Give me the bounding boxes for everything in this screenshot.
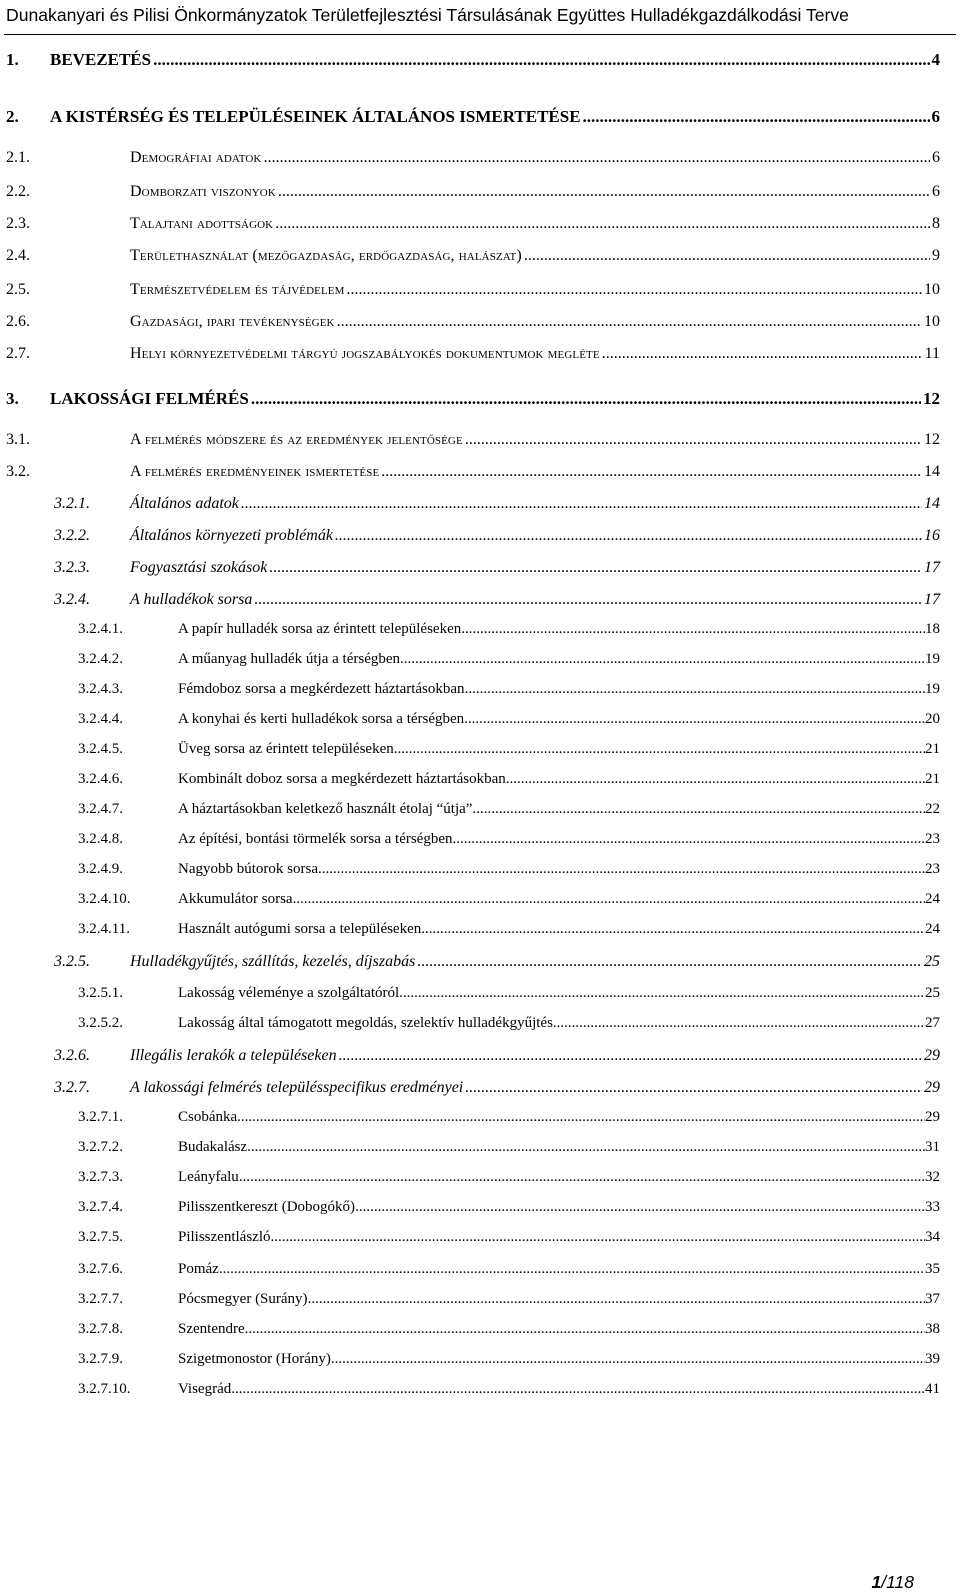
toc-entry[interactable] — [54, 1048, 940, 1064]
toc-entry-number: 2.6. — [6, 313, 30, 330]
toc-entry-number: 3.2.5.2. — [78, 1015, 123, 1031]
toc-leader-dots — [472, 802, 925, 817]
toc-entry-page[interactable]: 4 — [931, 50, 940, 69]
toc-leader-dots — [231, 1382, 925, 1397]
toc-entry-title[interactable]: Pomáz — [178, 1261, 219, 1277]
toc-leader-dots — [318, 862, 925, 877]
toc-leader-dots — [254, 592, 922, 608]
toc-entry[interactable] — [54, 1080, 940, 1096]
toc-entry-number: 2.7. — [6, 345, 30, 362]
toc-leader-dots — [241, 496, 922, 512]
toc-leader-dots — [583, 108, 930, 125]
toc-entry-title[interactable]: LAKOSSÁGI FELMÉRÉS — [50, 389, 249, 408]
toc-leader-dots — [237, 1110, 925, 1125]
toc-entry-number: 3.2.7.9. — [78, 1351, 123, 1367]
toc-entry-number: 3.2.7.4. — [78, 1199, 123, 1215]
toc-leader-dots — [346, 282, 922, 298]
toc-entry-page[interactable]: 35 — [925, 1261, 940, 1277]
toc-entry-number: 3. — [6, 389, 19, 408]
toc-entry-number: 3.2. — [6, 463, 30, 480]
document-title: Dunakanyari és Pilisi Önkormányzatok Területfejlesztési Társulásának Együttes Hulladékgazdálkodási Terve — [6, 5, 849, 25]
toc-entry-number: 1. — [6, 50, 19, 69]
toc-entry-page[interactable]: 17 — [924, 591, 940, 608]
toc-entry-number: 3.2.4.11. — [78, 921, 130, 937]
toc-entry-page[interactable]: 39 — [925, 1351, 940, 1367]
toc-leader-dots — [278, 184, 930, 200]
toc-entry[interactable] — [78, 832, 940, 847]
toc-entry-title[interactable]: Használt autógumi sorsa a településeken — [178, 921, 422, 937]
toc-entry[interactable] — [78, 892, 940, 907]
toc-entry-title[interactable]: A műanyag hulladék útja a térségben — [178, 651, 401, 667]
toc-entry-number: 3.2.7.7. — [78, 1291, 123, 1307]
toc-entry-title[interactable]: Szigetmonostor (Horány) — [178, 1351, 331, 1367]
toc-entry-number: 3.2.7.10. — [78, 1381, 131, 1397]
toc-entry-page[interactable]: 18 — [925, 621, 940, 637]
toc-entry-number: 3.2.5. — [54, 953, 90, 970]
toc-entry-page[interactable]: 31 — [925, 1139, 940, 1155]
toc-leader-dots — [153, 51, 929, 68]
toc-entry-page[interactable]: 6 — [932, 183, 940, 200]
toc-entry-number: 3.1. — [6, 431, 30, 448]
toc-entry-number: 3.2.3. — [54, 559, 90, 576]
toc-entry[interactable] — [78, 1016, 940, 1031]
toc-leader-dots — [263, 150, 930, 166]
toc-entry-title[interactable]: Általános adatok — [130, 495, 239, 512]
toc-entry[interactable] — [78, 622, 940, 637]
toc-entry-page[interactable]: 24 — [925, 891, 940, 907]
toc-entry-page[interactable]: 14 — [924, 463, 940, 480]
toc-entry[interactable] — [78, 1170, 940, 1185]
toc-entry[interactable] — [6, 432, 940, 448]
toc-entry-title[interactable]: BEVEZETÉS — [50, 50, 152, 69]
toc-entry-page[interactable]: 6 — [932, 149, 940, 166]
toc-leader-dots — [602, 346, 923, 362]
toc-entry-page[interactable]: 23 — [925, 831, 940, 847]
toc-entry[interactable] — [6, 150, 940, 166]
toc-entry[interactable] — [78, 772, 940, 787]
toc-entry-page[interactable]: 11 — [924, 345, 940, 362]
toc-entry[interactable] — [6, 346, 940, 362]
toc-entry[interactable] — [6, 464, 940, 480]
toc-entry-page[interactable]: 10 — [924, 281, 940, 298]
toc-entry[interactable] — [54, 560, 940, 576]
toc-entry-number: 3.2.4.2. — [78, 651, 123, 667]
toc-entry[interactable] — [54, 528, 940, 544]
toc-entry-title[interactable]: Területhasználat (mezőgazdaság, erdőgazdaság, halászat) — [130, 247, 522, 264]
toc-entry-title[interactable]: A felmérés eredményeinek ismertetése — [130, 463, 380, 480]
toc-entry-page[interactable]: 37 — [925, 1291, 940, 1307]
toc-entry-number: 3.2.7.1. — [78, 1109, 123, 1125]
toc-leader-dots — [275, 216, 930, 232]
toc-entry-title[interactable]: Szentendre — [178, 1321, 245, 1337]
toc-entry-title[interactable]: A lakossági felmérés településspecifikus eredményei — [130, 1079, 464, 1096]
toc-leader-dots — [465, 1080, 922, 1096]
toc-leader-dots — [247, 1140, 925, 1155]
toc-entry-title[interactable]: Üveg sorsa az érintett településeken — [178, 741, 394, 757]
toc-entry-title[interactable]: Fémdoboz sorsa a megkérdezett háztartásokban — [178, 681, 465, 697]
toc-entry-title[interactable]: A KISTÉRSÉG ÉS TELEPÜLÉSEINEK ÁLTALÁNOS ISMERTETÉSE — [50, 107, 581, 126]
toc-leader-dots — [308, 1292, 925, 1307]
toc-entry-number: 2.5. — [6, 281, 30, 298]
toc-entry[interactable] — [78, 1322, 940, 1337]
toc-entry-title[interactable]: Budakalász — [178, 1139, 248, 1155]
toc-entry-number: 3.2.4.6. — [78, 771, 123, 787]
toc-entry[interactable] — [78, 1262, 940, 1277]
total-pages: 118 — [886, 1572, 914, 1592]
toc-entry-page[interactable]: 16 — [924, 527, 940, 544]
toc-entry-number: 2.3. — [6, 215, 30, 232]
toc-entry-page[interactable]: 8 — [932, 215, 940, 232]
toc-entry[interactable] — [78, 1382, 940, 1397]
toc-entry-title[interactable]: Helyi környezetvédelmi tárgyú jogszabályokés dokumentumok megléte — [130, 345, 600, 362]
toc-leader-dots — [293, 892, 925, 907]
toc-entry-page[interactable]: 23 — [925, 861, 940, 877]
toc-entry-page[interactable]: 25 — [925, 985, 940, 1001]
toc-leader-dots — [219, 1262, 925, 1277]
toc-entry-title[interactable]: Lakosság véleménye a szolgáltatóról — [178, 985, 400, 1001]
toc-leader-dots — [337, 314, 922, 330]
toc-entry-page[interactable]: 41 — [925, 1381, 940, 1397]
toc-entry-title[interactable]: Pócsmegyer (Surány) — [178, 1291, 308, 1307]
toc-entry[interactable] — [78, 652, 940, 667]
toc-entry[interactable] — [6, 282, 940, 298]
toc-leader-dots — [339, 1048, 922, 1064]
toc-entry-title[interactable]: Általános környezeti problémák — [130, 527, 333, 544]
toc-entry-number: 3.2.4.8. — [78, 831, 123, 847]
toc-leader-dots — [421, 922, 925, 937]
toc-entry-number: 3.2.7.6. — [78, 1261, 123, 1277]
toc-entry-title[interactable]: Demográfiai adatok — [130, 149, 262, 166]
toc-entry-number: 3.2.5.1. — [78, 985, 123, 1001]
toc-entry-title[interactable]: A háztartásokban keletkező használt étolaj “útja” — [178, 801, 473, 817]
toc-entry-page[interactable]: 9 — [932, 247, 940, 264]
toc-entry[interactable] — [78, 712, 940, 727]
toc-entry[interactable] — [78, 682, 940, 697]
toc-entry[interactable] — [54, 496, 940, 512]
toc-entry-number: 2.4. — [6, 247, 30, 264]
toc-entry-title[interactable]: Pilisszentkereszt (Dobogókő) — [178, 1199, 356, 1215]
toc-entry[interactable] — [78, 986, 940, 1001]
toc-entry-title[interactable]: Természetvédelem és tájvédelem — [130, 281, 345, 298]
toc-entry[interactable] — [54, 954, 940, 970]
toc-leader-dots — [245, 1322, 925, 1337]
toc-entry-title[interactable]: A konyhai és kerti hulladékok sorsa a térségben — [178, 711, 465, 727]
toc-entry-title[interactable]: Domborzati viszonyok — [130, 183, 276, 200]
toc-leader-dots — [465, 432, 922, 448]
toc-leader-dots — [417, 954, 922, 970]
toc-entry-number: 3.2.4.3. — [78, 681, 123, 697]
toc-leader-dots — [381, 464, 922, 480]
toc-entry-number: 3.2.7.8. — [78, 1321, 123, 1337]
toc-entry[interactable] — [6, 390, 940, 407]
page-number — [871, 1572, 914, 1593]
toc-entry-number: 3.2.1. — [54, 495, 90, 512]
toc-leader-dots — [394, 742, 925, 757]
toc-entry-page[interactable]: 34 — [925, 1229, 940, 1245]
toc-entry-number: 3.2.7.3. — [78, 1169, 123, 1185]
toc-leader-dots — [464, 712, 925, 727]
toc-entry-title[interactable]: Kombinált doboz sorsa a megkérdezett háztartásokban — [178, 771, 506, 787]
toc-entry-page[interactable]: 22 — [925, 801, 940, 817]
toc-entry[interactable] — [78, 1230, 940, 1245]
toc-leader-dots — [524, 248, 930, 264]
toc-leader-dots — [465, 682, 925, 697]
toc-entry[interactable] — [6, 51, 940, 68]
toc-entry[interactable] — [78, 862, 940, 877]
toc-entry-title[interactable]: Visegrád — [178, 1381, 232, 1397]
toc-entry[interactable] — [78, 922, 940, 937]
toc-entry[interactable] — [6, 108, 940, 125]
toc-entry-page[interactable]: 12 — [924, 431, 940, 448]
page-separator: / — [881, 1572, 887, 1592]
toc-entry-title[interactable]: Leányfalu — [178, 1169, 239, 1185]
toc-entry-number: 3.2.4.4. — [78, 711, 123, 727]
toc-entry-title[interactable]: Pilisszentlászló — [178, 1229, 271, 1245]
toc-entry[interactable] — [78, 1110, 940, 1125]
toc-entry-title[interactable]: Fogyasztási szokások — [130, 559, 268, 576]
toc-leader-dots — [461, 622, 925, 637]
toc-leader-dots — [553, 1016, 925, 1031]
toc-entry[interactable] — [54, 592, 940, 608]
toc-leader-dots — [331, 1352, 925, 1367]
toc-entry-page[interactable]: 32 — [925, 1169, 940, 1185]
toc-entry-title[interactable]: Talajtani adottságok — [130, 215, 274, 232]
toc-entry-page[interactable]: 6 — [931, 107, 940, 126]
toc-entry[interactable] — [6, 314, 940, 330]
toc-entry[interactable] — [6, 216, 940, 232]
toc-entry-number: 2.1. — [6, 149, 30, 166]
toc-entry[interactable] — [78, 802, 940, 817]
toc-entry-number: 2.2. — [6, 183, 30, 200]
toc-entry[interactable] — [6, 248, 940, 264]
toc-leader-dots — [400, 652, 925, 667]
toc-entry-page[interactable]: 17 — [924, 559, 940, 576]
toc-entry-number: 2. — [6, 107, 19, 126]
toc-entry-page[interactable]: 19 — [925, 651, 940, 667]
toc-leader-dots — [239, 1170, 925, 1185]
toc-entry-page[interactable]: 21 — [925, 771, 940, 787]
toc-entry-title[interactable]: Hulladékgyűjtés, szállítás, kezelés, díjszabás — [130, 953, 416, 970]
toc-entry-number: 3.2.6. — [54, 1047, 90, 1064]
toc-leader-dots — [506, 772, 925, 787]
toc-entry-title[interactable]: A papír hulladék sorsa az érintett településeken — [178, 621, 462, 637]
toc-entry-page[interactable]: 24 — [925, 921, 940, 937]
toc-entry-title[interactable]: A felmérés módszere és az eredmények jelentősége — [130, 431, 463, 448]
toc-entry-number: 3.2.7.2. — [78, 1139, 123, 1155]
toc-entry-page[interactable]: 29 — [924, 1047, 940, 1064]
toc-leader-dots — [271, 1230, 926, 1245]
toc-entry-title[interactable]: Akkumulátor sorsa — [178, 891, 293, 907]
toc-leader-dots — [335, 528, 922, 544]
current-page: 1 — [871, 1572, 882, 1592]
toc-entry-number: 3.2.4.10. — [78, 891, 131, 907]
toc-leader-dots — [355, 1200, 925, 1215]
toc-entry-page[interactable]: 19 — [925, 681, 940, 697]
toc-entry-page[interactable]: 21 — [925, 741, 940, 757]
toc-entry-number: 3.2.7.5. — [78, 1229, 123, 1245]
toc-entry-title[interactable]: Nagyobb bútorok sorsa — [178, 861, 318, 877]
toc-entry-number: 3.2.7. — [54, 1079, 90, 1096]
toc-entry-number: 3.2.4.7. — [78, 801, 123, 817]
toc-entry-number: 3.2.4.5. — [78, 741, 123, 757]
toc-entry-page[interactable]: 29 — [925, 1109, 940, 1125]
toc-leader-dots — [251, 390, 921, 407]
toc-entry[interactable] — [78, 1292, 940, 1307]
toc-entry-page[interactable]: 10 — [924, 313, 940, 330]
toc-entry-page[interactable]: 14 — [924, 495, 940, 512]
toc-entry-title[interactable]: Lakosság által támogatott megoldás, szelektív hulladékgyűjtés — [178, 1015, 553, 1031]
toc-leader-dots — [399, 986, 925, 1001]
toc-entry[interactable] — [78, 1352, 940, 1367]
toc-entry[interactable] — [6, 184, 940, 200]
toc-entry-page[interactable]: 20 — [925, 711, 940, 727]
toc-entry-title[interactable]: Illegális lerakók a településeken — [130, 1047, 337, 1064]
toc-entry-page[interactable]: 25 — [924, 953, 940, 970]
toc-entry[interactable] — [78, 1200, 940, 1215]
toc-entry-page[interactable]: 27 — [925, 1015, 940, 1031]
toc-entry-number: 3.2.2. — [54, 527, 90, 544]
toc-entry-title[interactable]: Csobánka — [178, 1109, 238, 1125]
toc-entry-page[interactable]: 12 — [923, 389, 940, 408]
toc-leader-dots — [269, 560, 922, 576]
toc-entry-page[interactable]: 38 — [925, 1321, 940, 1337]
toc-entry-page[interactable]: 33 — [925, 1199, 940, 1215]
toc-leader-dots — [453, 832, 926, 847]
toc-entry-number: 3.2.4. — [54, 591, 90, 608]
toc-entry[interactable] — [78, 742, 940, 757]
toc-entry-page[interactable]: 29 — [924, 1079, 940, 1096]
toc-entry-title[interactable]: Gazdasági, ipari tevékenységek — [130, 313, 335, 330]
toc-entry[interactable] — [78, 1140, 940, 1155]
toc-entry-number: 3.2.4.1. — [78, 621, 123, 637]
toc-entry-number: 3.2.4.9. — [78, 861, 123, 877]
toc-entry-title[interactable]: A hulladékok sorsa — [130, 591, 253, 608]
toc-entry-title[interactable]: Az építési, bontási törmelék sorsa a térségben — [178, 831, 453, 847]
